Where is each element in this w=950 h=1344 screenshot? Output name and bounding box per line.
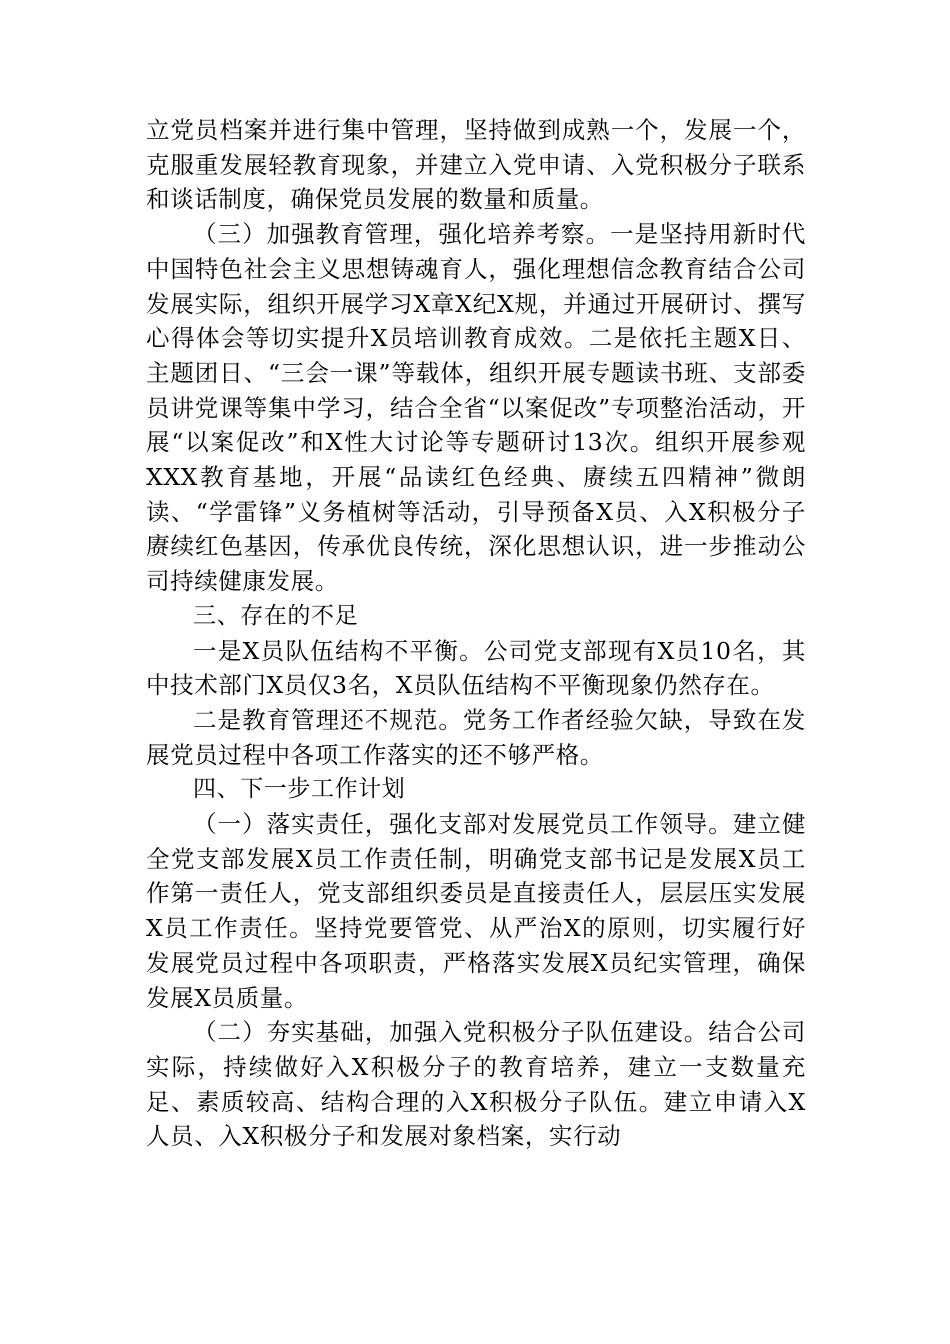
paragraph-education-management: （三）加强教育管理，强化培养考察。一是坚持用新时代中国特色社会主义思想铸魂育人，强化理想信念教育结合公司发展实际，组织开展学习X章X纪X规，并通过开展研讨、撰写心得体会等切实提升X员培训教育成效。二是依托主题X日、主题团日、“三会一课”等载体，组织开展专题读书班、支部委员讲党课等集中学习，结合全省“以案促改”专项整治活动，开展“以案促改”和X性大讨论等专题研讨13次。组织开展参观XXX教育基地，开展“品读红色经典、赓续五四精神”微朗读、“学雷锋”义务植树等活动，引导预备X员、入X积极分子赓续红色基因，传承优良传统，深化思想认识，进一步推动公司持续健康发展。 — [146, 220, 806, 596]
paragraph-party-records: 立党员档案并进行集中管理，坚持做到成熟一个，发展一个，克服重发展轻教育现象，并建立入党申请、入党积极分子联系和谈话制度，确保党员发展的数量和质量。 — [146, 116, 806, 214]
paragraph-strengthen-foundation: （二）夯实基础，加强入党积极分子队伍建设。结合公司实际，持续做好入X积极分子的教育培养，建立一支数量充足、素质较高、结构合理的入X积极分子队伍。建立申请入X人员、入X积极分子和发展对象档案，实行动 — [146, 1018, 806, 1151]
document-body — [146, 113, 806, 1154]
paragraph-implement-responsibility: （一）落实责任，强化支部对发展党员工作领导。建立健全党支部发展X员工作责任制，明确党支部书记是发展X员工作第一责任人，党支部组织委员是直接责任人，层层压实发展X员工作责任。坚持党要管党、从严治X的原则，切实履行好发展党员过程中各项职责，严格落实发展X员纪实管理，确保发展X员质量。 — [146, 810, 806, 1012]
section-heading-next-steps: 四、下一步工作计划 — [193, 776, 406, 803]
paragraph-structure-imbalance: 一是X员队伍结构不平衡。公司党支部现有X员10名，其中技术部门X员仅3名，X员队伍结构不平衡现象仍然存在。 — [146, 636, 806, 700]
section-heading-shortcomings: 三、存在的不足 — [193, 602, 359, 629]
paragraph-management-irregular: 二是教育管理还不规范。党务工作者经验欠缺，导致在发展党员过程中各项工作落实的还不够严格。 — [146, 705, 806, 769]
